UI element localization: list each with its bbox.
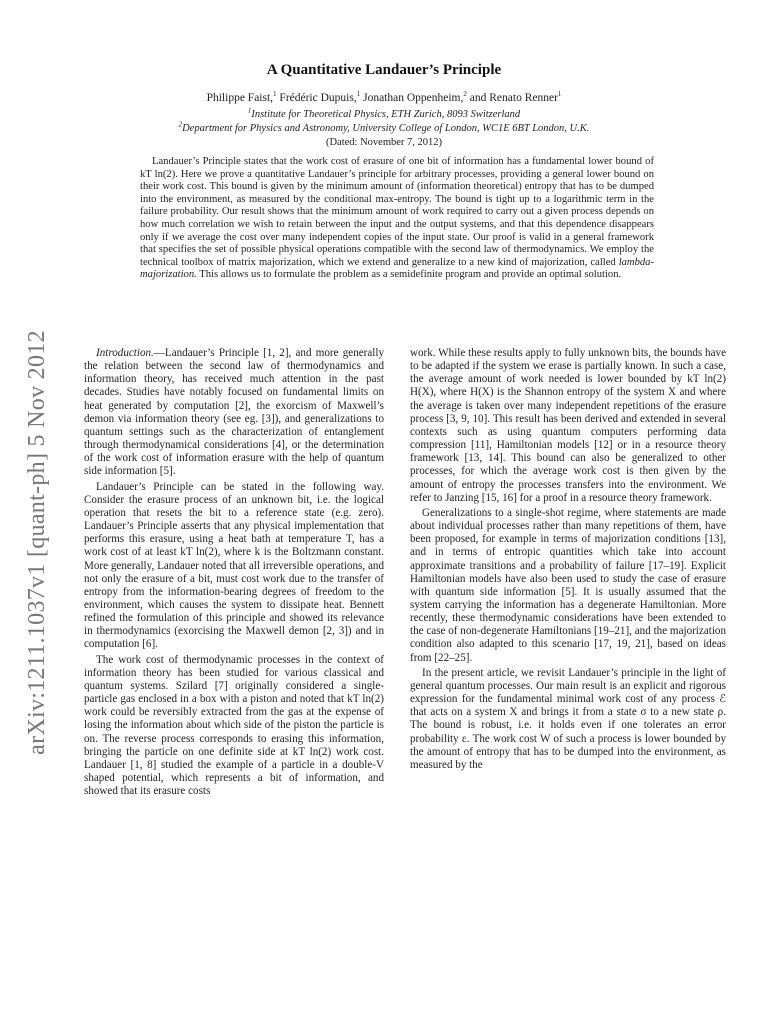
affil-mark: 1 bbox=[247, 106, 252, 115]
arxiv-sidebar-stamp bbox=[14, 312, 60, 772]
abstract-text: Landauer’s Principle states that the work cost of erasure of one bit of information has a fundamental lower bound of kT ln(2). Here we prove a quantitative Landauer’s principle for arbitrary processes, providing a general lower bound on their work cost. This bound is given by the minimum amount of (information theoretical) entropy that has to be dumped into the environment, as measured by the conditional max-entropy. The bound is tight up to a logarithmic term in the failure probability. Our result shows that the minimum amount of work required to carry out a given process depends on how much correlation we wish to retain between the input and the output systems, and that this dependence disappears only if we average the cost over many independent copies of the input state. Our proof is valid in a general framework that specifies the set of possible physical operations compatible with the second law of thermodynamics. We employ the technical toolbox of matrix majorization, which we extend and generalize to a new kind of majorization, called bbox=[140, 156, 654, 268]
paper-title: A Quantitative Landauer’s Principle bbox=[266, 62, 502, 78]
abstract bbox=[140, 156, 654, 282]
paragraph bbox=[84, 481, 384, 652]
paragraph bbox=[410, 507, 726, 665]
paragraph bbox=[84, 347, 384, 479]
paragraph bbox=[84, 654, 384, 799]
paragraph-text: The work cost of thermodynamic processes in the context of information theory has been studied for various classical and quantum systems. Szilard [7] originally considered a single-particle gas enclosed in a box with a piston and noted that kT ln(2) work could be reversibly extracted from the gas at the expense of losing the information about which side of the piston the particle is on. The reverse process corresponds to erasing this information, bringing the particle on one definite side at kT ln(2) work cost. Landauer [1, 8] studied the example of a particle in a double-V shaped potential, which represents a bit of information, and showed that its erasure costs bbox=[84, 653, 384, 798]
affil-mark: 2 bbox=[178, 120, 183, 129]
paragraph-text: Generalizations to a single-shot regime, where statements are made about individual processes rather than many repetitions of them, have been proposed, for example in terms of majorization conditions [13], and in terms of entropic quantities which take into account approximate transitions and a probability of failure [17–19]. Explicit Hamiltonian models have also been used to study the case of erasure with quantum side information [5]. It is usually assumed that the system carrying the information has a degenerate Hamiltonian. More recently, these thermodynamic considerations have been extended to the case of non-degenerate Hamiltonians [19–21], and the majorization condition also adapted to this scenario [17, 19, 21], based on ideas from [22–25]. bbox=[410, 506, 726, 664]
author-name: Jonathan Oppenheim, bbox=[360, 92, 464, 104]
author-affil-mark: 1 bbox=[273, 90, 277, 99]
body-column-right bbox=[410, 347, 726, 772]
author-list bbox=[100, 92, 668, 104]
author-affil-mark: 1 bbox=[557, 90, 562, 99]
section-lead: Introduction. bbox=[96, 347, 154, 359]
arxiv-identifier: arXiv:1211.1037v1 [quant-ph] 5 Nov 2012 bbox=[23, 329, 50, 755]
paragraph-text: In the present article, we revisit Landauer’s principle in the light of general quantum processes. Our main result is an explicit and rigorous expression for the fundamental minimal work cost of any process ℰ that acts on a system X and brings it from a state σ to a new state ρ. The bound is robust, i.e. it holds even if one tolerates an error probability ε. The work cost W of such a process is lower bounded by the amount of entropy that has to be dumped into the environment, as measured by the bbox=[410, 666, 726, 771]
paragraph-text: work. While these results apply to fully unknown bits, the bounds have to be adapted if the system we erase is partially known. In such a case, the average amount of work needed is lower bounded by kT ln(2) H(X), where H(X) is the Shannon entropy of the system X and where the average is taken over many independent repetitions of the erasure process [3, 9, 10]. This result has been derived and extended in several contexts such as using quantum computers performing data compression [11], Hamiltonian models [12] or in a resource theory framework [13, 14]. This bound can also be generalized to other processes, for which the average work cost is then given by the amount of entropy the processes transfers into the environment. We refer to Janzing [15, 16] for a proof in a resource theory framework. bbox=[410, 347, 726, 504]
author-name: and Renato Renner bbox=[466, 92, 558, 104]
author-affil-mark: 1 bbox=[356, 90, 361, 99]
abstract-emphasis: lambda-majorization. bbox=[140, 256, 654, 281]
author-affil-mark: 2 bbox=[463, 90, 467, 99]
author-name: Philippe Faist, bbox=[206, 92, 274, 104]
affil-text: Department for Physics and Astronomy, University College of London, WC1E 6BT London, U.K. bbox=[182, 123, 590, 134]
author-name: Frédéric Dupuis, bbox=[276, 92, 357, 104]
paragraph-text: Landauer’s Principle can be stated in the following way. Consider the erasure process of an unknown bit, i.e. the logical operation that resets the bit to a reference state (e.g. zero). Landauer’s Principle asserts that any physical implementation that performs this erasure, using a heat bath at temperature T, has a work cost of at least kT ln(2), where k is the Boltzmann constant. More generally, Landauer noted that all irreversible operations, and not only the erasure of a bit, must cost work due to the transfer of entropy from the information-bearing degrees of freedom to the environment, which causes the system to dissipate heat. Bennett refined the formulation of this principle and showed its relevance in thermodynamics (exorcising the Maxwell demon [2, 3]) and in computation [6]. bbox=[84, 480, 384, 651]
abstract-text-end: This allows us to formulate the problem as a semidefinite program and provide an optimal solution. bbox=[196, 269, 622, 281]
paragraph bbox=[410, 347, 726, 505]
paragraph bbox=[410, 667, 726, 772]
paragraph-text: —Landauer’s Principle [1, 2], and more generally the relation between the second law of thermodynamics and information theory, has received much attention in the past decades. Studies have notably focused on fundamental limits on heat generated by computation [2], the exorcism of Maxwell’s demon via information theory (see eg. [3]), and generalizations to quantum settings such as the characterization of entanglement through thermodynamical considerations [4], or the determination of the work cost of information erasure with the help of quantum side information [5]. bbox=[84, 347, 384, 478]
dated-line: (Dated: November 7, 2012) bbox=[325, 137, 443, 148]
affiliation-ucl bbox=[100, 120, 668, 134]
body-column-left bbox=[84, 347, 384, 798]
affiliation-eth bbox=[100, 106, 668, 120]
affil-text: Institute for Theoretical Physics, ETH Zurich, 8093 Switzerland bbox=[251, 109, 521, 120]
